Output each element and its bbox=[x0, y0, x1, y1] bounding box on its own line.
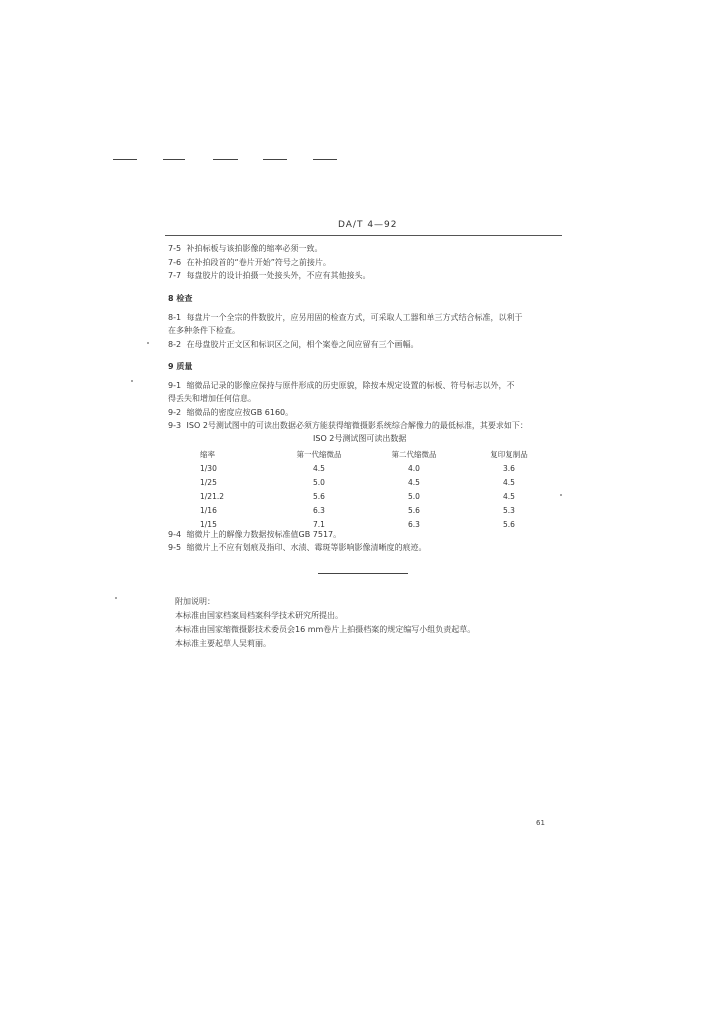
table-cell: 4.5 bbox=[313, 463, 325, 473]
clause-text: 缩微品记录的影像应保持与原件形成的历史原貌，除按本规定设置的标板、符号标志以外，不 bbox=[186, 381, 515, 390]
table-cell: 4.0 bbox=[408, 463, 420, 473]
clause-9-1 bbox=[168, 381, 515, 391]
table-row bbox=[200, 489, 554, 503]
table-header: 第一代缩微品 bbox=[296, 449, 342, 459]
top-dash bbox=[213, 159, 238, 160]
clause-7-6 bbox=[168, 258, 331, 268]
clause-text: 每盘胶片的设计拍摄一处接头外，不应有其他接头。 bbox=[186, 271, 371, 280]
table-cell: 5.6 bbox=[503, 519, 515, 529]
notes-title: 附加说明： bbox=[175, 597, 215, 606]
clause-text: 补拍标板与该拍影像的缩率必须一致。 bbox=[186, 244, 323, 253]
end-rule bbox=[318, 573, 408, 574]
clause-9-2 bbox=[168, 408, 293, 418]
clause-number: 8-2 bbox=[168, 340, 182, 349]
table-cell: 6.3 bbox=[313, 505, 325, 515]
clause-9-5 bbox=[168, 543, 427, 553]
table-cell: 1/25 bbox=[200, 477, 217, 487]
table-cell: 5.0 bbox=[408, 491, 420, 501]
notes-line: 本标准主要起草人吴莉丽。 bbox=[175, 639, 271, 648]
scan-speck bbox=[115, 597, 117, 599]
table-caption: ISO 2号测试图可读出数据 bbox=[313, 434, 407, 443]
table-cell: 1/16 bbox=[200, 505, 217, 515]
clause-text: 缩微品的密度应按GB 6160。 bbox=[186, 408, 294, 417]
clause-9-1-cont: 得丢失和增加任何信息。 bbox=[168, 394, 256, 403]
table-row bbox=[200, 517, 554, 531]
top-dash bbox=[313, 159, 337, 160]
table-row bbox=[200, 475, 554, 489]
clause-text: 在补拍段首的“卷片开始”符号之前接片。 bbox=[186, 258, 331, 267]
table-cell: 1/30 bbox=[200, 463, 217, 473]
table-cell: 5.6 bbox=[408, 505, 420, 515]
clause-text: 缩微片上的解像力数据按标准值GB 7517。 bbox=[186, 530, 342, 539]
notes-line: 本标准由国家档案局档案科学技术研究所提出。 bbox=[175, 611, 343, 620]
table-cell: 6.3 bbox=[408, 519, 420, 529]
clause-number: 9-2 bbox=[168, 408, 182, 417]
clause-9-3 bbox=[168, 421, 528, 431]
clause-8-2 bbox=[168, 340, 419, 350]
table-row bbox=[200, 461, 554, 475]
table-header: 第二代缩微品 bbox=[391, 449, 437, 459]
clause-number: 9-5 bbox=[168, 543, 182, 552]
top-dash bbox=[113, 159, 137, 160]
clause-number: 9-3 bbox=[168, 421, 182, 430]
top-dash bbox=[163, 159, 185, 160]
clause-text: ISO 2号测试图中的可读出数据必须方能获得缩微摄影系统综合解像力的最低标准，其要求如下： bbox=[186, 421, 528, 430]
page-number: 61 bbox=[536, 819, 545, 827]
table-cell: 1/21.2 bbox=[200, 491, 224, 501]
clause-text: 每盘片一个全宗的件数胶片，应另用固的检查方式，可采取人工器和单三方式结合标准，以利于 bbox=[186, 313, 523, 322]
clause-number: 7-5 bbox=[168, 244, 182, 253]
table-cell: 4.5 bbox=[503, 491, 515, 501]
clause-text: 缩微片上不应有划痕及指印、水渍、霉斑等影响影像清晰度的痕迹。 bbox=[186, 543, 427, 552]
notes-line: 本标准由国家缩微摄影技术委员会16 mm卷片上拍摄档案的规定编写小组负责起草。 bbox=[175, 625, 476, 634]
clause-number: 9-1 bbox=[168, 381, 182, 390]
scan-speck bbox=[560, 494, 562, 496]
doc-code: DA/T 4—92 bbox=[338, 220, 398, 230]
table-cell: 5.0 bbox=[313, 477, 325, 487]
clause-number: 9-4 bbox=[168, 530, 182, 539]
table-header: 复印复制品 bbox=[490, 449, 528, 459]
section-8-title: 8 检查 bbox=[168, 294, 193, 303]
table-cell: 5.6 bbox=[313, 491, 325, 501]
table-cell: 5.3 bbox=[503, 505, 515, 515]
table-header: 缩率 bbox=[200, 449, 215, 459]
clause-number: 8-1 bbox=[168, 313, 182, 322]
scan-speck bbox=[147, 342, 149, 344]
table-cell: 4.5 bbox=[408, 477, 420, 487]
resolution-table bbox=[200, 447, 554, 531]
scan-speck bbox=[131, 380, 133, 382]
table-cell: 7.1 bbox=[313, 519, 325, 529]
clause-text: 在母盘胶片正文区和标识区之间，相个案卷之间应留有三个画幅。 bbox=[186, 340, 419, 349]
clause-8-1-cont: 在多种条件下检查。 bbox=[168, 326, 240, 335]
clause-9-4 bbox=[168, 530, 341, 540]
section-9-title: 9 质量 bbox=[168, 362, 193, 371]
clause-number: 7-7 bbox=[168, 271, 182, 280]
clause-7-7 bbox=[168, 271, 371, 281]
top-dash bbox=[263, 159, 287, 160]
header-rule bbox=[165, 235, 562, 236]
table-header-row bbox=[200, 447, 554, 461]
table-cell: 1/15 bbox=[200, 519, 217, 529]
table-cell: 4.5 bbox=[503, 477, 515, 487]
clause-8-1 bbox=[168, 313, 523, 323]
clause-number: 7-6 bbox=[168, 258, 182, 267]
clause-7-5 bbox=[168, 244, 323, 254]
table-row bbox=[200, 503, 554, 517]
table-cell: 3.6 bbox=[503, 463, 515, 473]
